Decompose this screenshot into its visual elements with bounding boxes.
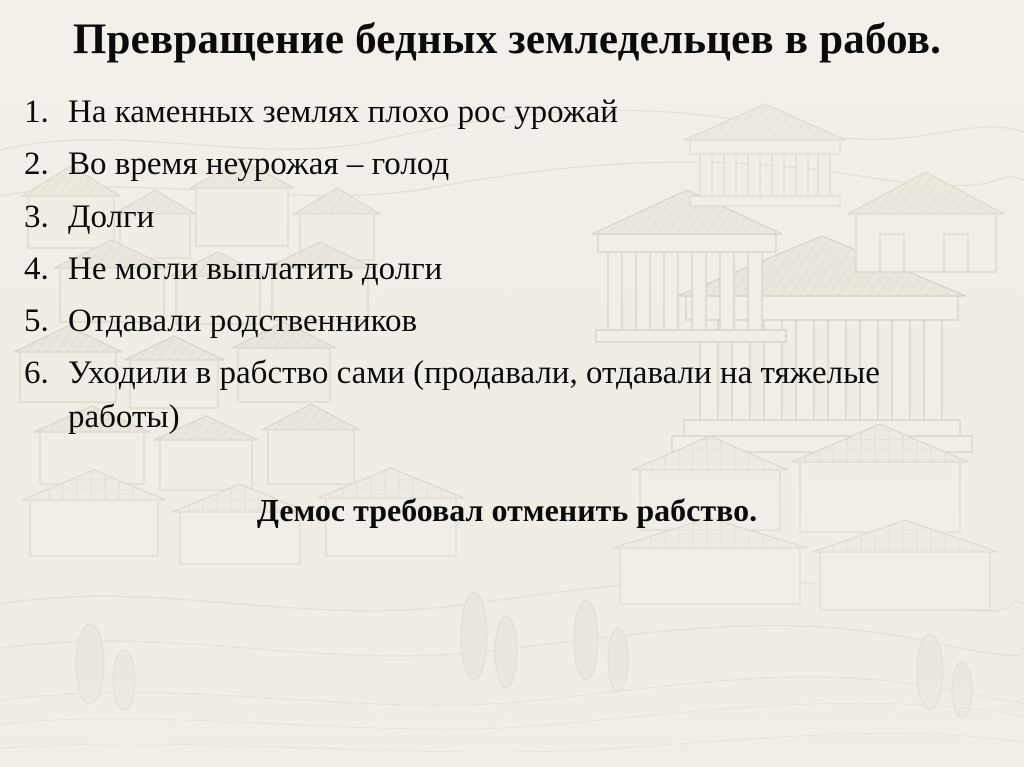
list-item-number: 4. xyxy=(24,250,49,287)
list-item-text: Отдавали родственников xyxy=(68,303,418,340)
list-item xyxy=(18,247,996,291)
page-title: Превращение бедных земледельцев в рабов. xyxy=(72,16,942,63)
list-item xyxy=(18,90,996,134)
list-item-text: Не могли выплатить долги xyxy=(68,250,443,287)
conclusion-text: Демос требовал отменить рабство. xyxy=(256,491,758,528)
list-item-number: 5. xyxy=(24,303,49,340)
list-item-number: 1. xyxy=(24,94,49,131)
list-item xyxy=(18,299,996,343)
list-item xyxy=(18,351,996,439)
list-item-number: 3. xyxy=(24,198,49,235)
list-item xyxy=(18,142,996,186)
numbered-list xyxy=(18,90,996,440)
list-item-text: На каменных землях плохо рос урожай xyxy=(68,94,618,131)
list-item-text: Уходили в рабство сами (продавали, отдавали на тяжелые работы) xyxy=(68,355,880,436)
list-item-text: Во время неурожая – голод xyxy=(68,146,450,183)
list-item xyxy=(18,195,996,239)
list-item-number: 6. xyxy=(24,355,49,392)
list-item-number: 2. xyxy=(24,146,49,183)
list-item-text: Долги xyxy=(68,198,155,235)
